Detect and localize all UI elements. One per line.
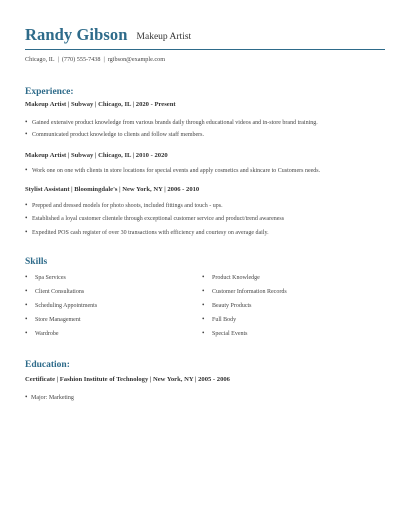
bullet-icon: •	[202, 329, 205, 337]
job-heading: Makeup Artist | Subway | Chicago, IL | 2010 - 2020	[25, 152, 168, 159]
job-bullet: • Expedited POS cash register of over 30 transactions with efficiency and courtesy on average daily.	[25, 228, 269, 236]
bullet-icon: •	[25, 214, 28, 222]
skill-item: • Special Events	[202, 329, 248, 337]
education-heading: Certificate | Fashion Institute of Technology | New York, NY | 2005 - 2006	[25, 376, 230, 383]
job-bullet: • Gained extensive product knowledge from various brands daily through educational videos and in-store brand training.	[25, 118, 318, 126]
skill-item: • Store Management	[25, 315, 81, 323]
contact-phone: (770) 555-7438	[61, 56, 101, 63]
education-section-title: Education:	[25, 360, 70, 370]
contact-separator: |	[57, 56, 59, 63]
job-bullet: • Established a loyal customer clientele through exceptional customer service and product/trend awareness	[25, 214, 285, 222]
skill-item: • Wardrobe	[25, 329, 59, 337]
job-heading: Makeup Artist | Subway | Chicago, IL | 2020 - Present	[25, 101, 176, 108]
skill-item: • Product Knowledge	[202, 273, 260, 281]
bullet-icon: •	[25, 166, 28, 174]
bullet-icon: •	[25, 130, 28, 138]
skill-item: • Client Consultations	[25, 287, 85, 295]
bullet-icon: •	[202, 287, 205, 295]
contact-location: Chicago, IL	[25, 56, 55, 63]
job-bullet: • Work one on one with clients in store locations for special events and apply cosmetics and skincare to Customers needs.	[25, 166, 321, 174]
job-bullet: • Prepped and dressed models for photo shoots, included fittings and touch - ups.	[25, 201, 223, 209]
bullet-icon: •	[202, 315, 205, 323]
skill-item: • Beauty Products	[202, 301, 252, 309]
skill-item: • Spa Services	[25, 273, 66, 281]
skill-item: • Full Body	[202, 315, 237, 323]
job-heading: Stylist Assistant | Bloomingdale's | New York, NY | 2006 - 2010	[25, 186, 200, 193]
contact-line	[25, 56, 165, 63]
candidate-job-title: Makeup Artist	[136, 32, 192, 42]
bullet-icon: •	[25, 393, 28, 401]
job-bullet: • Communicated product knowledge to clients and follow staff members.	[25, 130, 205, 138]
bullet-icon: •	[25, 301, 28, 309]
bullet-icon: •	[25, 201, 28, 209]
bullet-icon: •	[202, 301, 205, 309]
skills-section-title: Skills	[25, 257, 48, 267]
skill-item: • Customer Information Records	[202, 287, 287, 295]
bullet-icon: •	[25, 228, 28, 236]
bullet-icon: •	[25, 329, 28, 337]
bullet-icon: •	[25, 273, 28, 281]
header-divider	[25, 49, 385, 50]
bullet-icon: •	[25, 315, 28, 323]
education-detail: • Major: Marketing	[25, 393, 74, 401]
experience-section-title: Experience:	[25, 87, 74, 97]
bullet-icon: •	[25, 118, 28, 126]
bullet-icon: •	[202, 273, 205, 281]
candidate-name: Randy Gibson	[25, 25, 128, 44]
contact-email: rgibson@example.com	[107, 56, 166, 63]
contact-separator: |	[103, 56, 105, 63]
skill-item: • Scheduling Appointments	[25, 301, 98, 309]
bullet-icon: •	[25, 287, 28, 295]
header	[25, 25, 191, 45]
